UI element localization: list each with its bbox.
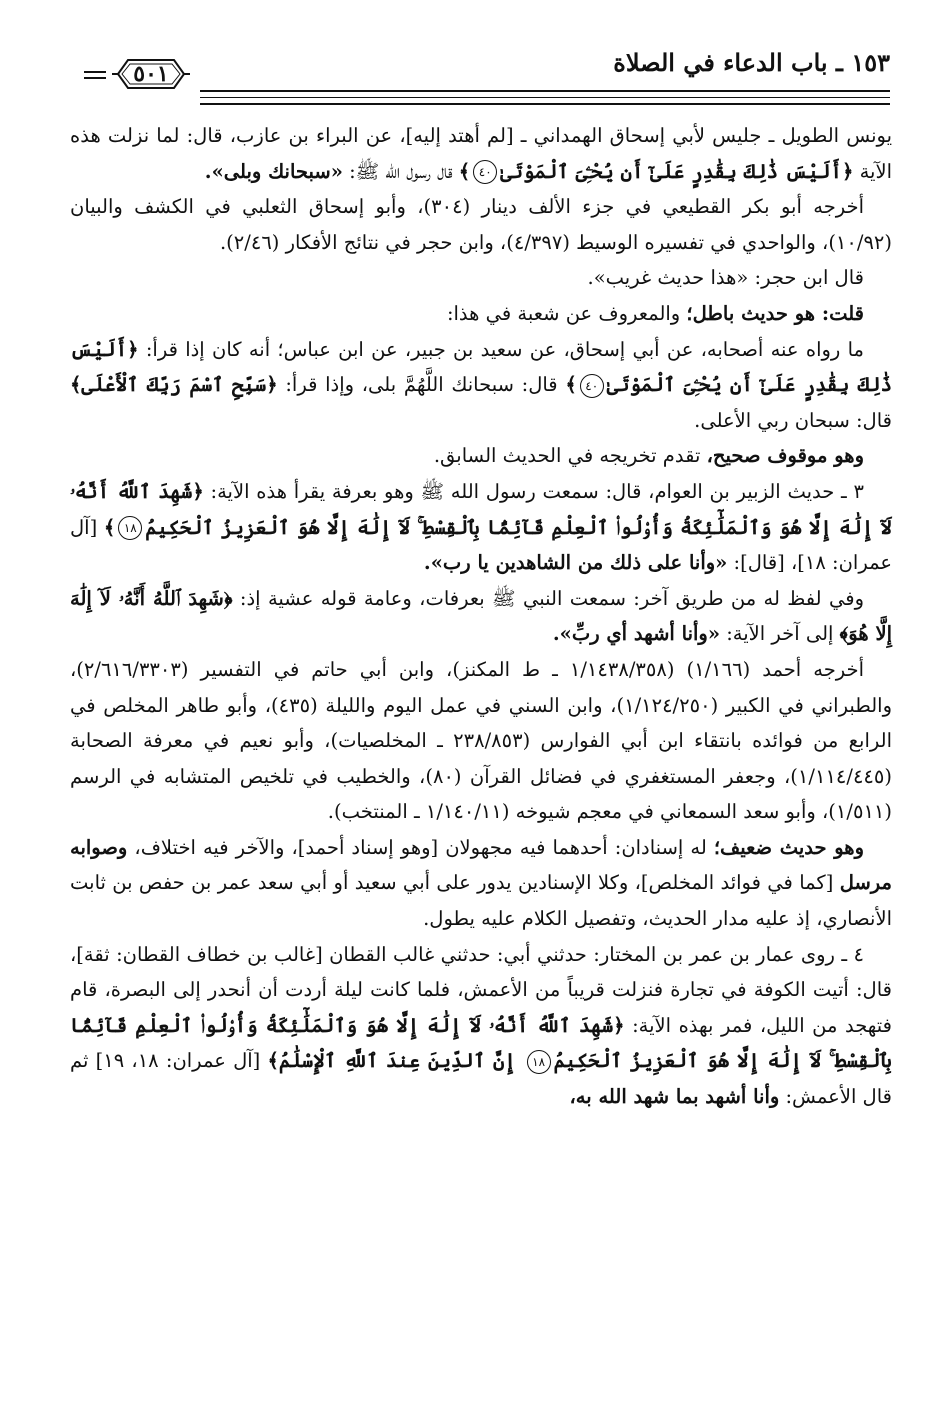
hadith-quote: «سبحانك وبلى». [204,159,343,183]
hadith-quote: «وأنا على ذلك من الشاهدين يا رب». [423,551,728,575]
quran-verse: ﴿أَلَيْسَ ذَٰلِكَ بِقَٰدِرٍ عَلَىٰٓ أَن يُحْـِۧىَ ٱلْمَوْتَىٰ [500,159,854,183]
text-run: قال: سبحان ربي الأعلى. [694,408,892,432]
page-body [70,118,892,1115]
paragraph [70,438,892,474]
chapter-title: ١٥٣ ـ باب الدعاء في الصلاة [613,48,890,77]
paragraph [70,332,892,439]
text-run: إلى آخر الآية: [720,622,840,646]
page-number-frame [108,54,194,94]
paragraph [70,118,892,189]
text-run: تقدم تخريجه في الحديث السابق. [433,444,707,468]
header-rule [84,71,106,73]
quran-verse: ﴿شَهِدَ ٱللَّهُ أَنَّهُۥ لَآ إِلَٰهَ إِلَّا هُوَ وَٱلْمَلَٰٓئِكَةُ وَأُو۟لُوا۟ ٱلْعِلْمِ قَآئِمًۢا بِٱلْقِسْطِ ۚ لَآ إِلَٰهَ إِلَّا هُوَ ٱلْعَزِيزُ ٱلْحَكِيمُ [70,479,892,539]
paragraph [70,581,892,652]
header-rule [200,90,890,92]
text-run: أخرجه أحمد (١/١٦٦) (١/١٤٣٨/٣٥٨ ـ ط المكنز)، وابن أبي حاتم في التفسير (٢/٦١٦/٣٣٠٣)، والطبراني في الكبير (١/١٢٤/٢٥٠)، وابن السني في عمل اليوم والليلة (٤٣٥)، وأبو طاهر المخلص في الرابع من فوائده بانتقاء ابن أبي الفوارس (٢٣٨/٨٥٣ ـ المخلصيات)، وأبو نعيم في معرفة الصحابة (١/١١٤/٤٤٥)، وجعفر المستغفري في فضائل القرآن (٨٠)، والخطيب في تلخيص المتشابه في الرسم (١/٥١١)، وأبو سعد السمعاني في معجم شيوخه (١/١٤٠/١١ ـ المنتخب). [70,657,893,824]
page-number: ٥٠١ [133,61,169,87]
quran-bracket: ﴾ [458,159,471,183]
quran-bracket: ﴾ [103,515,116,539]
paragraph [70,260,892,296]
page-header [78,40,890,130]
ruling-bold: قلت: هو حديث باطل؛ [686,301,864,325]
text-run: أخرجه أبو بكر القطيعي في جزء الألف دينار (٣٠٤)، وأبو إسحاق الثعلبي في الكشف والبيان (١٠/٩٢)، والواحدي في تفسيره الوسيط (٤/٣٩٧)، وابن حجر في نتائج الأفكار (٢/٤٦). [70,195,892,254]
ruling-bold: وصوابه مرسل [70,835,892,895]
quran-verse: ﴿سَبِّحِ ٱسْمَ رَبِّكَ ٱلْأَعْلَى﴾ [70,373,278,397]
hadith-quote: وأنا أشهد بما شهد الله به، [569,1085,780,1109]
paragraph [70,189,892,260]
header-rule [200,103,890,105]
text-run: قال رسول الله ﷺ: [342,159,459,183]
paragraph [70,652,892,830]
quran-verse: ﴿أَلَيْسَ ذَٰلِكَ بِقَٰدِرٍ عَلَىٰٓ أَن يُحْـِۧىَ ٱلْمَوْتَىٰ [70,337,892,397]
text-run: ٤ ـ روى عمار بن عمر بن المختار: حدثني أبي: حدثني غالب القطان [غالب بن خطاف القطان: ثقة]، قال: أتيت الكوفة في تجارة فنزلت قريباً من الأعمش، فلما كانت ليلة أردت أن أنحدر إلى البصرة، قام فتهجد من الليل، فمر بهذه الآية: [70,942,892,1037]
header-rule [200,97,890,98]
paragraph [70,296,892,332]
ruling-bold: وهو حديث ضعيف؛ [713,835,865,859]
quran-verse: إِنَّ ٱلدِّينَ عِندَ ٱللَّهِ ٱلْإِسْلَٰمُ﴾ [267,1049,524,1073]
ayah-number-icon: ٤٠ [580,374,604,398]
text-run: [آل عمران: ١٨]، [قال]: [70,515,892,575]
quran-verse: ﴿شَهِدَ ٱللَّهُ أَنَّهُۥ لَآ إِلَٰهَ إِلَّا هُوَ وَٱلْمَلَٰٓئِكَةُ وَأُو۟لُوا۟ ٱلْعِلْمِ قَآئِمًۢا بِٱلْقِسْطِ ۚ لَآ إِلَٰهَ إِلَّا هُوَ ٱلْعَزِيزُ ٱلْحَكِيمُ [70,1013,892,1073]
text-run: قال ابن حجر: «هذا حديث غريب». [587,266,864,290]
ruling-bold: وهو موقوف صحيح، [706,444,864,468]
text-run: وفي لفظ له من طريق آخر: سمعت النبي ﷺ بعرفات، وعامة قوله عشية إذ: [232,586,864,610]
paragraph [70,474,892,581]
header-rule [84,77,106,79]
hadith-quote: «وأنا أشهد أي ربِّ». [552,622,721,646]
ayah-number-icon: ٤٠ [473,160,497,184]
text-run: قال: سبحانك اللَّهُمَّ بلى، وإذا قرأ: [277,373,566,397]
text-run: [كما في فوائد المخلص]، وكلا الإسنادين يدور على أبي سعيد أو أبي سعد عمر بن حفص بن ثابت الأنصاري، إذ عليه مدار الحديث، وتفصيل الكلام عليه يطول. [70,871,892,931]
paragraph [70,937,892,1115]
paragraph [70,830,892,937]
text-run: والمعروف عن شعبة في هذا: [446,301,687,325]
text-run: يونس الطويل ـ جليس لأبي إسحاق الهمداني ـ [لم أهتد إليه]، عن البراء بن عازب، قال: لما نزلت هذه الآية [70,124,892,183]
text-run: ٣ ـ حديث الزبير بن العوام، قال: سمعت رسول الله ﷺ وهو بعرفة يقرأ هذه الآية: [203,479,864,503]
text-run: [آل عمران: ١٨، ١٩] ثم قال الأعمش: [70,1049,892,1109]
ayah-number-icon: ١٨ [527,1050,551,1074]
text-run: له إسنادان: أحدهما فيه مجهولان [وهو إسناد أحمد]، والآخر فيه اختلاف، [127,835,714,859]
text-run: ما رواه عنه أصحابه، عن أبي إسحاق، عن سعيد بن جبير، عن ابن عباس؛ أنه كان إذا قرأ: [138,337,864,361]
quran-bracket: ﴾ [565,373,577,397]
ayah-number-icon: ١٨ [118,516,142,540]
quran-verse: ﴿شَهِدَ ٱللَّهُ أَنَّهُۥ لَآ إِلَٰهَ إِلَّا هُوَ﴾ [70,586,892,646]
